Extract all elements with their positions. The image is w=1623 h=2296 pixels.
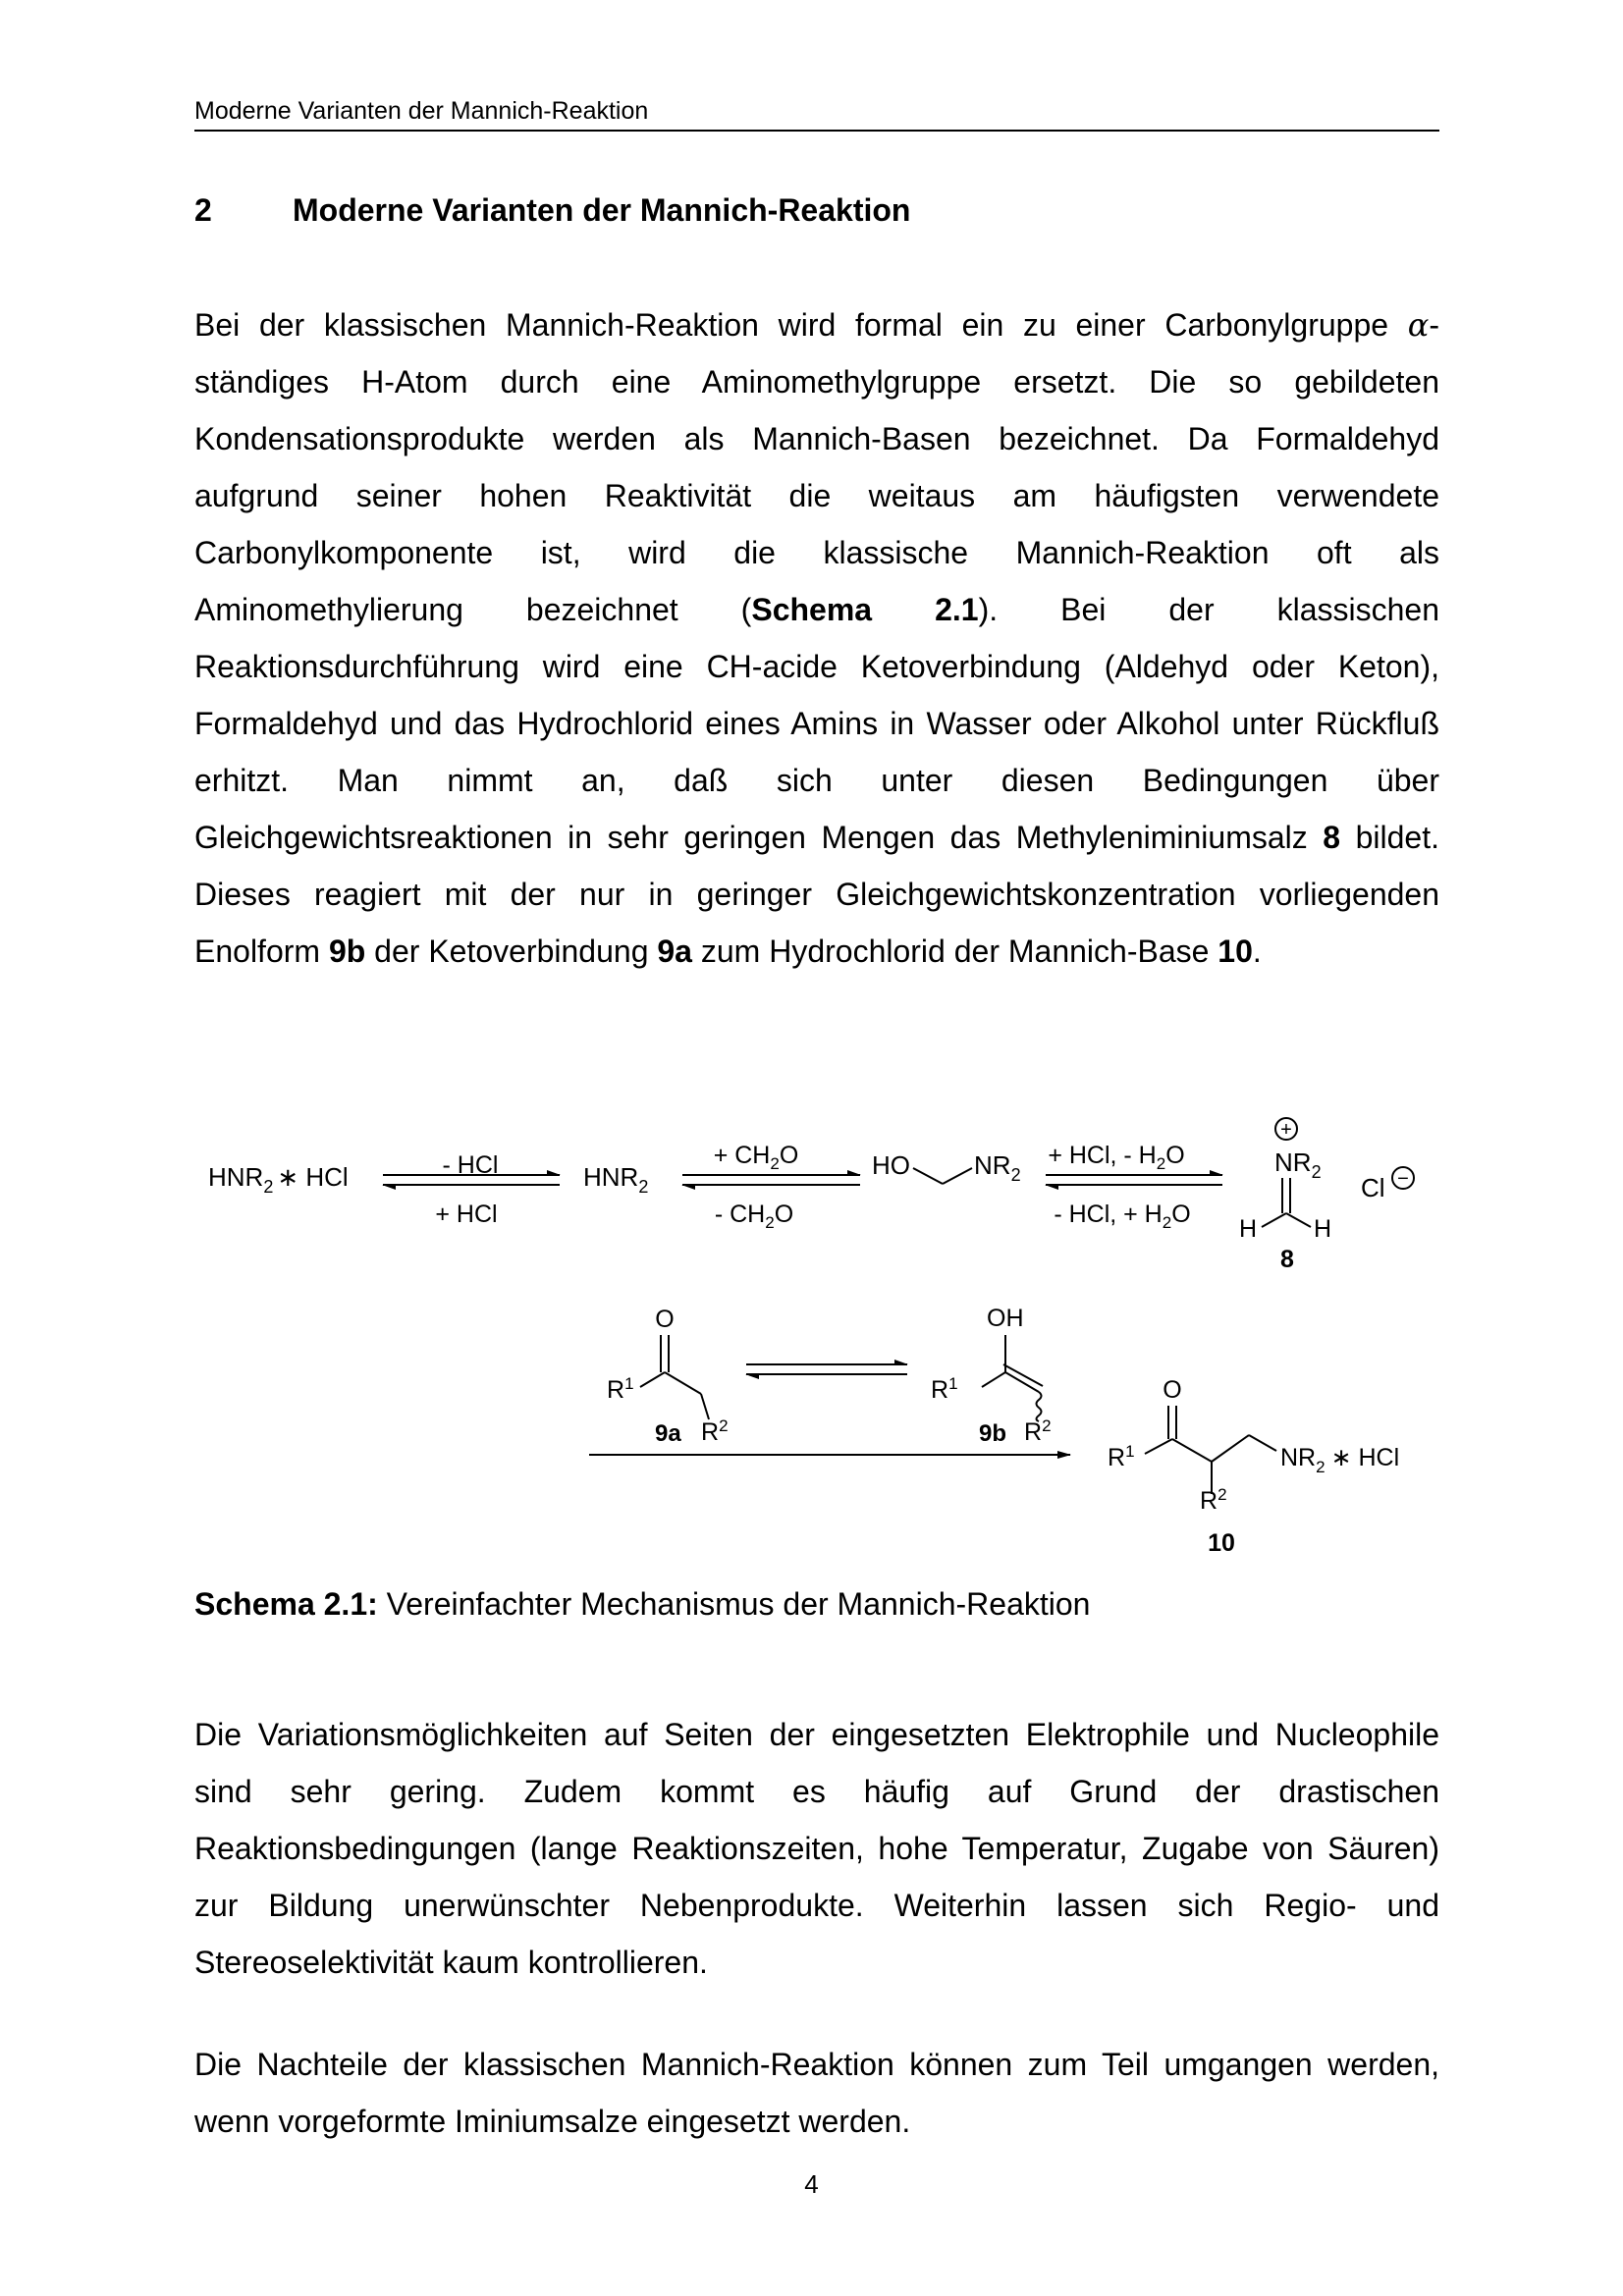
arrow1-bottom-label: + HCl — [435, 1201, 498, 1228]
text-run: -ständiges H-Atom durch eine Aminomethylgruppe ersetzt. Die so gebildeten Kondensationsprodukte werden als Mannich-Basen bezeichnet. Da Formaldehyd aufgrund seiner hohen Reaktivität die weitaus am häufigsten verwendete Carbonylkomponente ist, wird die klassische Mannich-Reaktion oft als Aminomethylierung bezeichnet ( — [194, 307, 1439, 627]
arrow2-top-label: + $CH_2O$ — [713, 1142, 799, 1173]
r1-label: $R^1$ — [607, 1374, 634, 1404]
section-number: 2 — [194, 192, 212, 228]
section-title: Moderne Varianten der Mannich-Reaktion — [293, 192, 911, 228]
compound-reference-10: 10 — [1217, 934, 1253, 969]
section-heading — [194, 192, 910, 229]
ho-label: HO — [872, 1150, 910, 1180]
minus-sign: − — [1397, 1168, 1409, 1190]
text-run: der Ketoverbindung — [365, 934, 658, 969]
compound-label-9a: 9a — [655, 1420, 681, 1447]
r2-label: $R^2$ — [1024, 1416, 1052, 1446]
wavy-bond — [1037, 1392, 1042, 1421]
paragraph-intro — [194, 296, 1439, 980]
hemiaminal-structure — [872, 1150, 1021, 1185]
ketone-9a — [607, 1306, 729, 1447]
page-number: 4 — [804, 2169, 819, 2199]
paragraph-iminium-salts: Die Nachteile der klassischen Mannich-Reaktion können zum Teil umgangen werden, wenn vorgeformte Iminiumsalze eingesetzt werden. — [194, 2047, 1439, 2139]
paragraph-limitations: Die Variationsmöglichkeiten auf Seiten der eingesetzten Elektrophile und Nucleophile sind sehr gering. Zudem kommt es häufig auf Grund der drastischen Reaktionsbedingungen (lange Reaktionszeiten, hohe Temperatur, Zugabe von Säuren) zur Bildung unerwünschter Nebenprodukte. Weiterhin lassen sich Regio- und Stereoselektivität kaum kontrollieren. — [194, 1717, 1439, 1980]
caption-text: Vereinfachter Mechanismus der Mannich-Reaktion — [377, 1586, 1091, 1622]
text-run: . — [1252, 934, 1262, 969]
reaction-scheme — [0, 1099, 1623, 1580]
text-run: ). Bei der klassischen Reaktionsdurchführung wird eine CH-acide Ketoverbindung (Aldehyd oder Keton), Formaldehyd und das Hydrochlorid eines Amins in Wasser oder Alkohol unter Rückfluß erhitzt. Man nimmt an, daß sich unter diesen Bedingungen über Gleichgewichtsreaktionen in sehr geringen Mengen das Methyleniminiumsalz — [194, 592, 1440, 855]
r2-label: $R^2$ — [1200, 1485, 1227, 1515]
oxygen-label: O — [655, 1306, 675, 1333]
text-run: zum Hydrochlorid der Mannich-Base — [691, 934, 1218, 969]
hydroxyl-label: OH — [987, 1305, 1024, 1332]
equilibrium-arrow-3 — [1046, 1175, 1222, 1185]
r1-label: $R^1$ — [931, 1374, 958, 1404]
caption-label: Schema 2.1: — [194, 1586, 378, 1622]
text-run: bildet. Dieses reagiert mit der nur in geringer Gleichgewichtskonzentration vorliegenden Enolform — [194, 820, 1439, 969]
product-nr2-label: $NR_2$ ∗ HCl — [1280, 1444, 1400, 1476]
text-run: Bei der klassischen Mannich-Reaktion wird formal ein zu einer Carbonylgruppe — [194, 307, 1408, 343]
oxygen-label: O — [1163, 1376, 1182, 1404]
arrow1-top-label: - HCl — [442, 1151, 499, 1179]
tautomer-equilibrium-arrow — [746, 1364, 907, 1374]
compound-reference-9a: 9a — [657, 934, 692, 969]
r2-label: $R^2$ — [701, 1416, 729, 1446]
enol-9b — [931, 1305, 1052, 1447]
amine-label: $HNR_2$ — [583, 1162, 649, 1197]
plus-sign: + — [1280, 1119, 1292, 1141]
iminium-salt-8 — [1239, 1118, 1414, 1273]
compound-label-8: 8 — [1280, 1246, 1294, 1273]
scheme-caption — [194, 1586, 1090, 1623]
amine-hydrochloride-label: $HNR_2$ ∗ HCl — [208, 1162, 349, 1197]
alpha-symbol: α — [1407, 306, 1430, 344]
compound-reference-8: 8 — [1323, 820, 1341, 855]
r1-label: $R^1$ — [1108, 1442, 1135, 1471]
compound-reference-9b: 9b — [328, 934, 366, 969]
h-label: H — [1239, 1215, 1258, 1243]
scheme-reference: Schema 2.1 — [751, 592, 979, 627]
arrow3-bottom-label: - HCl, + $H_2O$ — [1054, 1201, 1191, 1232]
iminium-nr2-label: $NR_2$ — [1274, 1148, 1322, 1182]
chloride-label: Cl — [1361, 1173, 1385, 1202]
mannich-base-10 — [1108, 1376, 1399, 1557]
arrow3-top-label: + HCl, - $H_2O$ — [1048, 1142, 1185, 1173]
h-label: H — [1314, 1215, 1332, 1243]
running-header: Moderne Varianten der Mannich-Reaktion — [194, 96, 1439, 132]
compound-label-10: 10 — [1208, 1529, 1235, 1557]
nr2-label: $NR_2$ — [974, 1150, 1021, 1185]
arrow2-bottom-label: - $CH_2O$ — [714, 1201, 794, 1232]
equilibrium-arrow-2 — [682, 1175, 860, 1185]
compound-label-9b: 9b — [979, 1420, 1007, 1447]
